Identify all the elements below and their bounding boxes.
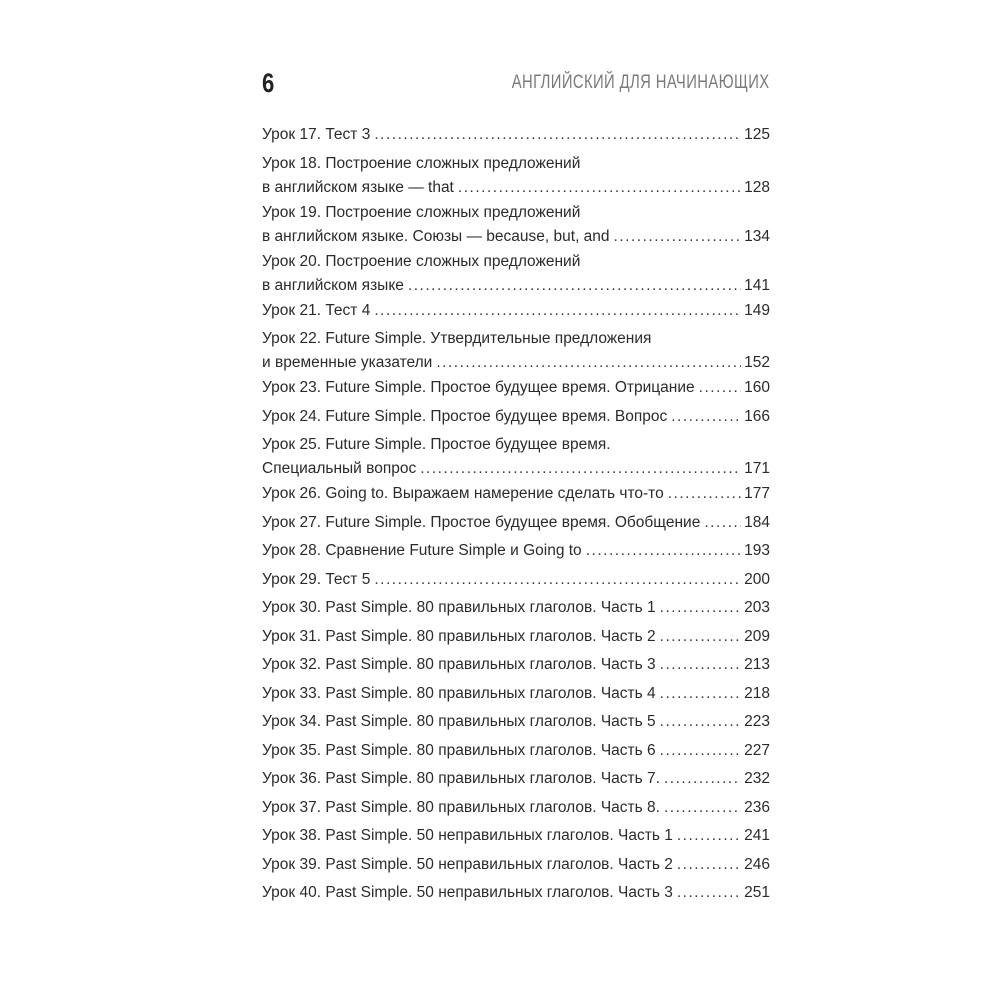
dot-leader [586,539,741,563]
toc-entry-line [262,853,770,877]
toc-entry-title: в английском языке — that [262,178,454,196]
toc-entry-title: Урок 21. Тест 4 [262,301,371,319]
toc-entry-line [262,225,770,249]
toc-entry-title: Урок 25. Future Simple. Простое будущее время. [262,436,611,453]
toc-entry [262,299,770,328]
toc-entry-line [262,824,770,848]
toc-page-number: 152 [744,354,770,371]
toc-entry-title: Урок 20. Построение сложных предложений [262,252,581,270]
toc-entry-title: Урок 35. Past Simple. 80 правильных глаголов. Часть 6 [262,741,656,759]
dot-leader [704,511,741,535]
dot-leader [614,225,742,249]
toc-entry [262,201,770,250]
toc-page-number: 200 [744,570,770,588]
page-number: 6 [262,68,275,98]
toc-entry [262,739,770,768]
toc-page-number: 134 [744,227,770,245]
toc-page-number: 128 [744,178,770,196]
toc-entry-title: Специальный вопрос [262,460,417,477]
toc-page-number: 246 [744,855,770,873]
toc-entry-line [262,511,770,535]
dot-leader [660,710,741,734]
toc-entry [262,376,770,405]
toc-entry-line [262,653,770,677]
dot-leader [660,739,741,763]
dot-leader [660,625,741,649]
toc-entry [262,539,770,568]
toc-entry [262,767,770,796]
toc-page-number: 177 [744,485,770,502]
toc-entry-title: в английском языке. Союзы — because, but, and [262,227,610,245]
toc-page-number: 203 [744,599,770,616]
toc-entry-title: Урок 30. Past Simple. 80 правильных глаголов. Часть 1 [262,599,656,616]
toc-entry [262,710,770,739]
toc-entry-line [262,767,770,791]
toc-entry [262,824,770,853]
dot-leader [660,682,741,706]
toc-entry-line [262,796,770,820]
toc-entry [262,853,770,882]
toc-entry-line [262,539,770,563]
dot-leader [420,457,741,481]
toc-entry-line [262,739,770,763]
toc-page-number: 160 [744,379,770,396]
page-header [262,66,770,106]
toc-page-number: 184 [744,513,770,531]
toc-entry [262,881,770,910]
toc-page-number: 236 [744,798,770,816]
dot-leader [664,796,741,820]
dot-leader [677,824,741,848]
dot-leader [660,653,741,677]
dot-leader [408,274,741,298]
dot-leader [374,299,741,323]
toc-page-number: 223 [744,713,770,730]
toc-page-number: 232 [744,770,770,787]
toc-entry-line [262,482,770,506]
toc-page-number: 193 [744,542,770,559]
toc-entry [262,625,770,654]
toc-entry [262,796,770,825]
toc-entry-title: Урок 29. Тест 5 [262,570,371,588]
toc-entry [262,152,770,201]
toc-entry-title: Урок 32. Past Simple. 80 правильных глаголов. Часть 3 [262,656,656,673]
toc-entry [262,682,770,711]
toc-entry [262,405,770,434]
toc-entry [262,250,770,299]
toc-entry-line [262,457,770,481]
toc-entry-line [262,710,770,734]
toc-entry-line [262,123,770,147]
running-title: АНГЛИЙСКИЙ ДЛЯ НАЧИНАЮЩИХ [512,72,770,93]
toc-entry-title: в английском языке [262,276,404,294]
toc-entry-line [262,250,770,274]
toc-entry [262,596,770,625]
toc-entry-line [262,596,770,620]
toc-entry-title: Урок 27. Future Simple. Простое будущее время. Обобщение [262,513,701,531]
toc-entry [262,433,770,482]
dot-leader [668,482,741,506]
toc-entry-title: Урок 31. Past Simple. 80 правильных глаголов. Часть 2 [262,627,656,645]
toc-entry-title: Урок 37. Past Simple. 80 правильных глаголов. Часть 8. [262,798,660,816]
toc-entry-title: Урок 40. Past Simple. 50 неправильных глаголов. Часть 3 [262,884,673,901]
toc-entry-line [262,152,770,176]
toc-entry-title: Урок 34. Past Simple. 80 правильных глаголов. Часть 5 [262,713,656,730]
toc-entry-title: Урок 38. Past Simple. 50 неправильных глаголов. Часть 1 [262,827,673,844]
dot-leader [677,881,741,905]
toc-entry-line [262,881,770,905]
dot-leader [458,176,741,200]
toc-entry-line [262,433,770,457]
dot-leader [664,767,741,791]
toc-page-number: 141 [744,276,770,294]
toc-entry-line [262,274,770,298]
toc-entry-line [262,405,770,429]
toc-entry-title: Урок 36. Past Simple. 80 правильных глаголов. Часть 7. [262,770,660,787]
toc-entry-line [262,299,770,323]
toc-page-number: 213 [744,656,770,673]
toc-page-number: 171 [744,460,770,477]
toc-page-number: 209 [744,627,770,645]
toc-entry [262,482,770,511]
toc-entry-line [262,625,770,649]
toc-entry-line [262,327,770,351]
toc-entry-title: Урок 26. Going to. Выражаем намерение сделать что-то [262,485,664,502]
toc-page-number: 125 [744,126,770,143]
toc-entry-title: Урок 19. Построение сложных предложений [262,203,581,221]
toc-page-number: 218 [744,684,770,702]
toc-entry-line [262,682,770,706]
toc-page-number: 251 [744,884,770,901]
toc-entry-line [262,351,770,375]
toc-entry-line [262,376,770,400]
toc-entry-title: Урок 33. Past Simple. 80 правильных глаголов. Часть 4 [262,684,656,702]
toc-entry [262,327,770,376]
dot-leader [436,351,741,375]
toc-entry-line [262,176,770,200]
dot-leader [677,853,741,877]
toc-page-number: 227 [744,741,770,759]
toc-entry [262,123,770,152]
toc-entry-title: Урок 23. Future Simple. Простое будущее время. Отрицание [262,379,695,396]
toc-entry-title: Урок 22. Future Simple. Утвердительные предложения [262,330,652,347]
toc-entry-title: Урок 39. Past Simple. 50 неправильных глаголов. Часть 2 [262,855,673,873]
dot-leader [374,568,741,592]
toc-entry-line [262,201,770,225]
dot-leader [699,376,741,400]
toc-page-number: 149 [744,301,770,319]
dot-leader [660,596,741,620]
toc-entry-title: Урок 28. Сравнение Future Simple и Going to [262,542,582,559]
dot-leader [671,405,741,429]
toc-entry-title: Урок 18. Построение сложных предложений [262,154,581,172]
dot-leader [374,123,741,147]
toc-entry [262,653,770,682]
toc-entry [262,511,770,540]
toc-entry [262,568,770,597]
toc-page-number: 241 [744,827,770,844]
toc-entry-title: и временные указатели [262,354,433,371]
toc-entry-line [262,568,770,592]
toc-entry-title: Урок 24. Future Simple. Простое будущее время. Вопрос [262,407,668,425]
toc-page-number: 166 [744,407,770,425]
table-of-contents [262,123,770,910]
toc-entry-title: Урок 17. Тест 3 [262,126,371,143]
